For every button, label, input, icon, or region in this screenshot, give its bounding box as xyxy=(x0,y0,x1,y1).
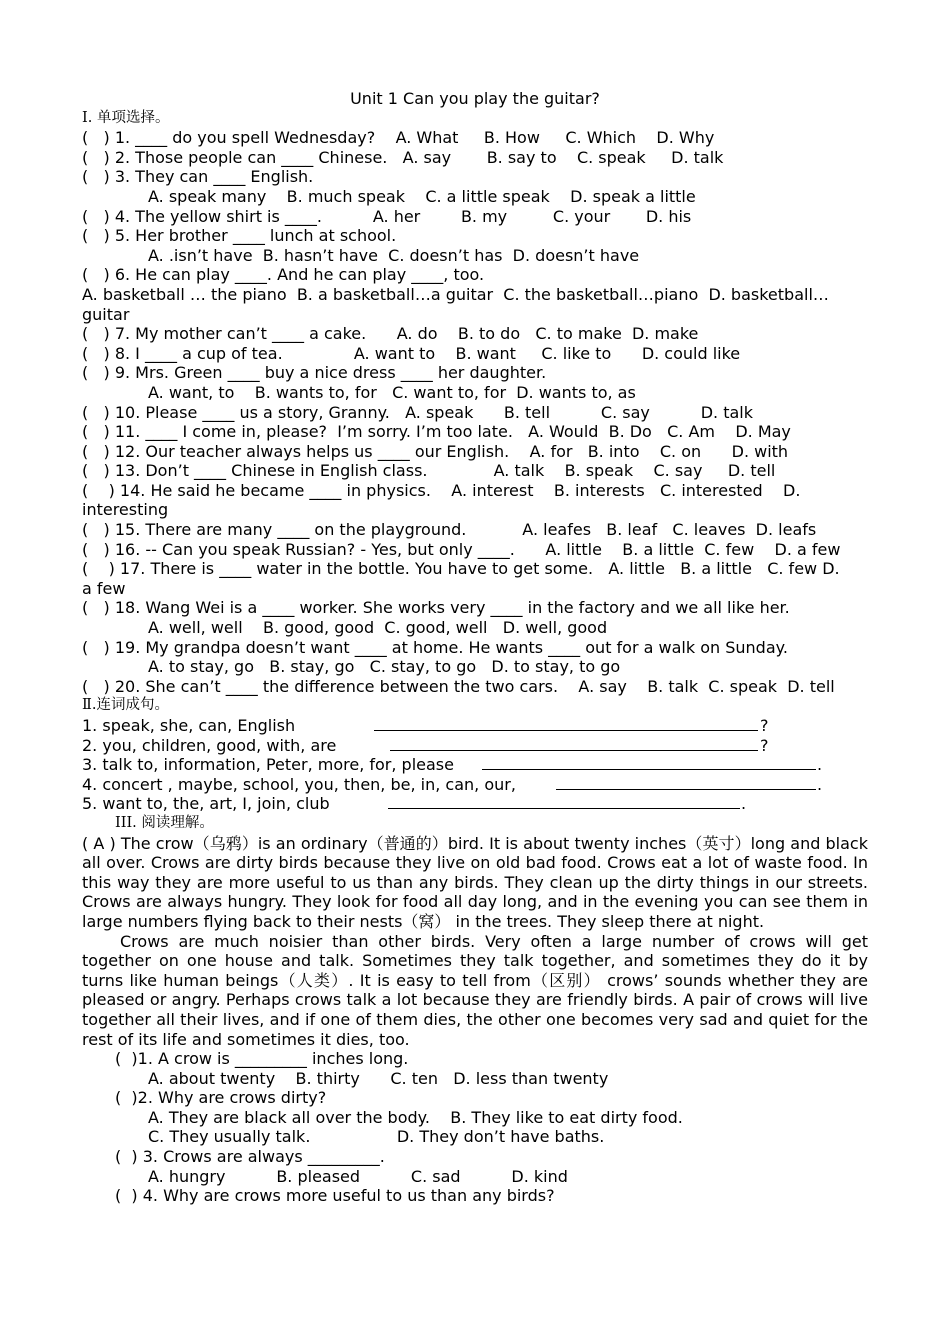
answer-blank[interactable] xyxy=(374,716,758,731)
sentence-words: 5. want to, the, art, I, join, club xyxy=(82,794,330,814)
options-line: C. They usually talk. D. They don’t have baths. xyxy=(148,1127,605,1147)
options-line: a few xyxy=(82,578,126,598)
question-line: ( ) 16. -- Can you speak Russian? - Yes, but only ____. A. little B. a little C. few D. a few xyxy=(82,539,841,559)
question-line: ( ) 7. My mother can’t ____ a cake. A. do B. to do C. to make D. make xyxy=(82,324,699,344)
options-line: guitar xyxy=(82,304,130,324)
options-line: A. about twenty B. thirty C. ten D. less than twenty xyxy=(148,1068,609,1088)
answer-blank[interactable] xyxy=(390,736,758,751)
question-line: ( ) 11. ____ I come in, please? I’m sorry. I’m too late. A. Would B. Do C. Am D. May xyxy=(82,422,791,442)
reading-paragraph-1: ( A ) The crow（乌鸦）is an ordinary（普通的）bird. It is about twenty inches（英寸）long and black all over. Crows are dirty birds because they live on old bad food. Crows eat a lot of waste food. In this way they are more useful to us than any birds. They clean up the dirty things in our streets. Crows are always hungry. They look for food all day long, and in the evening you can see them in large numbers flying back to their nests（窝） in the trees. They sleep there at night. xyxy=(82,833,868,931)
options-line: A. want, to B. wants to, for C. want to, for D. wants to, as xyxy=(148,382,636,402)
question-line: ( ) 15. There are many ____ on the playground. A. leafes B. leaf C. leaves D. leafs xyxy=(82,520,817,540)
question-line: ( ) 5. Her brother ____ lunch at school. xyxy=(82,226,397,246)
question-line: ( ) 17. There is ____ water in the bottle. You have to get some. A. little B. a little C. few D. xyxy=(82,559,840,579)
page-title: Unit 1 Can you play the guitar? xyxy=(350,89,600,108)
question-line: ( ) 9. Mrs. Green ____ buy a nice dress ____ her daughter. xyxy=(82,363,547,383)
options-line: A. speak many B. much speak C. a little speak D. speak a little xyxy=(148,186,696,206)
sentence-words: 4. concert , maybe, school, you, then, be, in, can, our, xyxy=(82,774,516,794)
reading-questions xyxy=(82,1049,868,1206)
options-line: A. They are black all over the body. B. They like to eat dirty food. xyxy=(148,1107,683,1127)
options-line: A. well, well B. good, good C. good, well D. well, good xyxy=(148,618,608,638)
sentence-words: 2. you, children, good, with, are xyxy=(82,735,337,755)
sentence-end: ? xyxy=(760,735,769,755)
sentence-item xyxy=(82,716,868,736)
question-line: ( ) 2. Those people can ____ Chinese. A. say B. say to C. speak D. talk xyxy=(82,147,724,167)
question-line: ( ) 3. Crows are always _________. xyxy=(115,1147,385,1167)
section2-list xyxy=(82,716,868,814)
question-line: ( ) 4. Why are crows more useful to us than any birds? xyxy=(115,1186,555,1206)
section2-heading: Ⅱ.连词成句。 xyxy=(82,697,169,714)
section3-heading: III. 阅读理解。 xyxy=(115,814,214,831)
options-line: A. to stay, go B. stay, go C. stay, to go D. to stay, to go xyxy=(148,657,621,677)
question-line: ( )1. A crow is _________ inches long. xyxy=(115,1049,409,1069)
question-line: ( ) 12. Our teacher always helps us ____ our English. A. for B. into C. on D. with xyxy=(82,441,789,461)
section1-heading: I. 单项选择。 xyxy=(82,109,170,126)
answer-blank[interactable] xyxy=(482,755,816,770)
sentence-words: 1. speak, she, can, English xyxy=(82,716,296,735)
question-line: ( ) 4. The yellow shirt is ____. A. her B. my C. your D. his xyxy=(82,206,692,226)
sentence-item xyxy=(82,755,868,775)
sentence-item xyxy=(82,775,868,795)
question-line: ( ) 13. Don’t ____ Chinese in English class. A. talk B. speak C. say D. tell xyxy=(82,461,776,481)
question-line: ( ) 18. Wang Wei is a ____ worker. She works very ____ in the factory and we all like her. xyxy=(82,598,790,618)
question-line: ( ) 20. She can’t ____ the difference between the two cars. A. say B. talk C. speak D. tell xyxy=(82,676,835,696)
sentence-end: . xyxy=(741,794,747,814)
question-line: ( ) 10. Please ____ us a story, Granny. A. speak B. tell C. say D. talk xyxy=(82,402,753,422)
question-line: ( ) 3. They can ____ English. xyxy=(82,167,314,187)
question-line: ( ) 6. He can play ____. And he can play ____, too. xyxy=(82,265,485,285)
sentence-end: . xyxy=(817,774,823,794)
worksheet-page xyxy=(82,89,868,1206)
sentence-item xyxy=(82,794,868,814)
answer-blank[interactable] xyxy=(388,794,740,809)
options-line: A. hungry B. pleased C. sad D. kind xyxy=(148,1166,568,1186)
answer-blank[interactable] xyxy=(556,775,816,790)
question-line: ( ) 19. My grandpa doesn’t want ____ at home. He wants ____ out for a walk on Sunday. xyxy=(82,637,788,657)
sentence-words: 3. talk to, information, Peter, more, for, please xyxy=(82,755,454,775)
options-line: A. .isn’t have B. hasn’t have C. doesn’t has D. doesn’t have xyxy=(148,245,640,265)
question-line: ( ) 14. He said he became ____ in physics. A. interest B. interests C. interested D. xyxy=(82,480,801,500)
sentence-item xyxy=(82,736,868,756)
question-line: ( ) 8. I ____ a cup of tea. A. want to B. want C. like to D. could like xyxy=(82,343,741,363)
options-line: interesting xyxy=(82,500,169,520)
sentence-end: ? xyxy=(760,716,769,735)
reading-paragraph-2: Crows are much noisier than other birds. Very often a large number of crows will get together on one house and talk. Sometimes they talk together, and sometimes they do it by turns like human beings（人类）. It is easy to tell from（区别） crows’ sounds whether they are pleased or angry. Perhaps crows talk a lot because they are friendly birds. A pair of crows will live together all their lives, and if one of them dies, the other one becomes very sad and quiet for the rest of its life and sometimes it dies, too. xyxy=(82,931,868,1049)
question-line: ( )2. Why are crows dirty? xyxy=(115,1088,327,1108)
sentence-end: . xyxy=(817,755,823,775)
section1-list xyxy=(82,128,868,696)
options-line: A. basketball … the piano B. a basketball…a guitar C. the basketball…piano D. basketball… xyxy=(82,284,829,304)
question-line: ( ) 1. ____ do you spell Wednesday? A. What B. How C. Which D. Why xyxy=(82,128,715,148)
